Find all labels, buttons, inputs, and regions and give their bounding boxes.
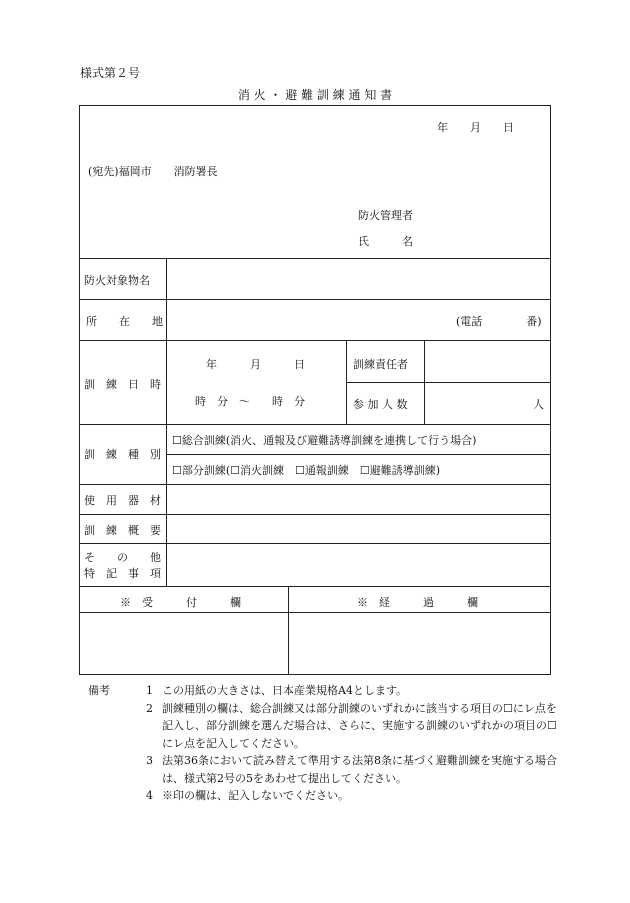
summary-label: 訓 練 概 要 (84, 524, 161, 537)
note-text: ※印の欄は、記入しないでください。 (162, 789, 349, 802)
special-notes-label: 特 記 事 項 (84, 567, 161, 580)
training-responsible-label: 訓練責任者 (353, 358, 408, 371)
note-number: 1 (146, 684, 153, 697)
type-option-partial[interactable]: ☐部分訓練(☐消火訓練 ☐通報訓練 ☐避難誘導訓練) (172, 464, 441, 477)
note-number: 2 (146, 701, 153, 715)
participants-label: 参 加 人 数 (353, 398, 408, 411)
phone-label: (電話 番) (456, 315, 542, 328)
other-label: そ の 他 (84, 551, 161, 564)
type-option-comprehensive[interactable]: ☐総合訓練(消火、通報及び避難誘導訓練を連携して行う場合) (172, 434, 477, 447)
fire-manager-label: 防火管理者 (358, 209, 413, 222)
training-date-field: 年 月 日 (206, 358, 305, 371)
training-type-label: 訓 練 種 別 (84, 448, 161, 461)
training-time-field: 時 分 ～ 時 分 (195, 395, 305, 408)
reception-label: ※ 受 付 欄 (120, 596, 241, 609)
training-datetime-label: 訓 練 日 時 (84, 378, 161, 391)
progress-label: ※ 経 過 欄 (357, 596, 478, 609)
note-text: この用紙の大きさは、日本産業規格A4とします。 (162, 684, 408, 697)
location-label: 所 在 地 (86, 315, 163, 328)
notes (88, 682, 558, 805)
note-text: 法第36条において読み替えて準用する法第8条に基づく避難訓練を実施する場合は、様式第2号の5をあわせて提出してください。 (162, 754, 557, 785)
note-text: 訓練種別の欄は、総合訓練又は部分訓練のいずれかに該当する項目の☐にレ点を記入し、部分訓練を選んだ場合は、さらに、実施する訓練のいずれかの項目の☐にレ点を記入してください。 (162, 701, 557, 750)
note-number: 3 (146, 754, 153, 767)
addressee: (宛先)福岡市 消防署長 (88, 165, 218, 178)
participants-unit: 人 (533, 398, 544, 411)
equipment-label: 使 用 器 材 (84, 494, 161, 507)
form-number: 様式第２号 (80, 66, 141, 80)
target-name-label: 防火対象物名 (84, 274, 150, 287)
manager-name-label: 氏 名 (358, 235, 413, 248)
notes-lead: 備考 (88, 684, 110, 697)
page-title: 消 火 ・ 避 難 訓 練 通 知 書 (237, 88, 393, 102)
date-field: 年 月 日 (437, 121, 514, 134)
note-number: 4 (146, 789, 153, 802)
